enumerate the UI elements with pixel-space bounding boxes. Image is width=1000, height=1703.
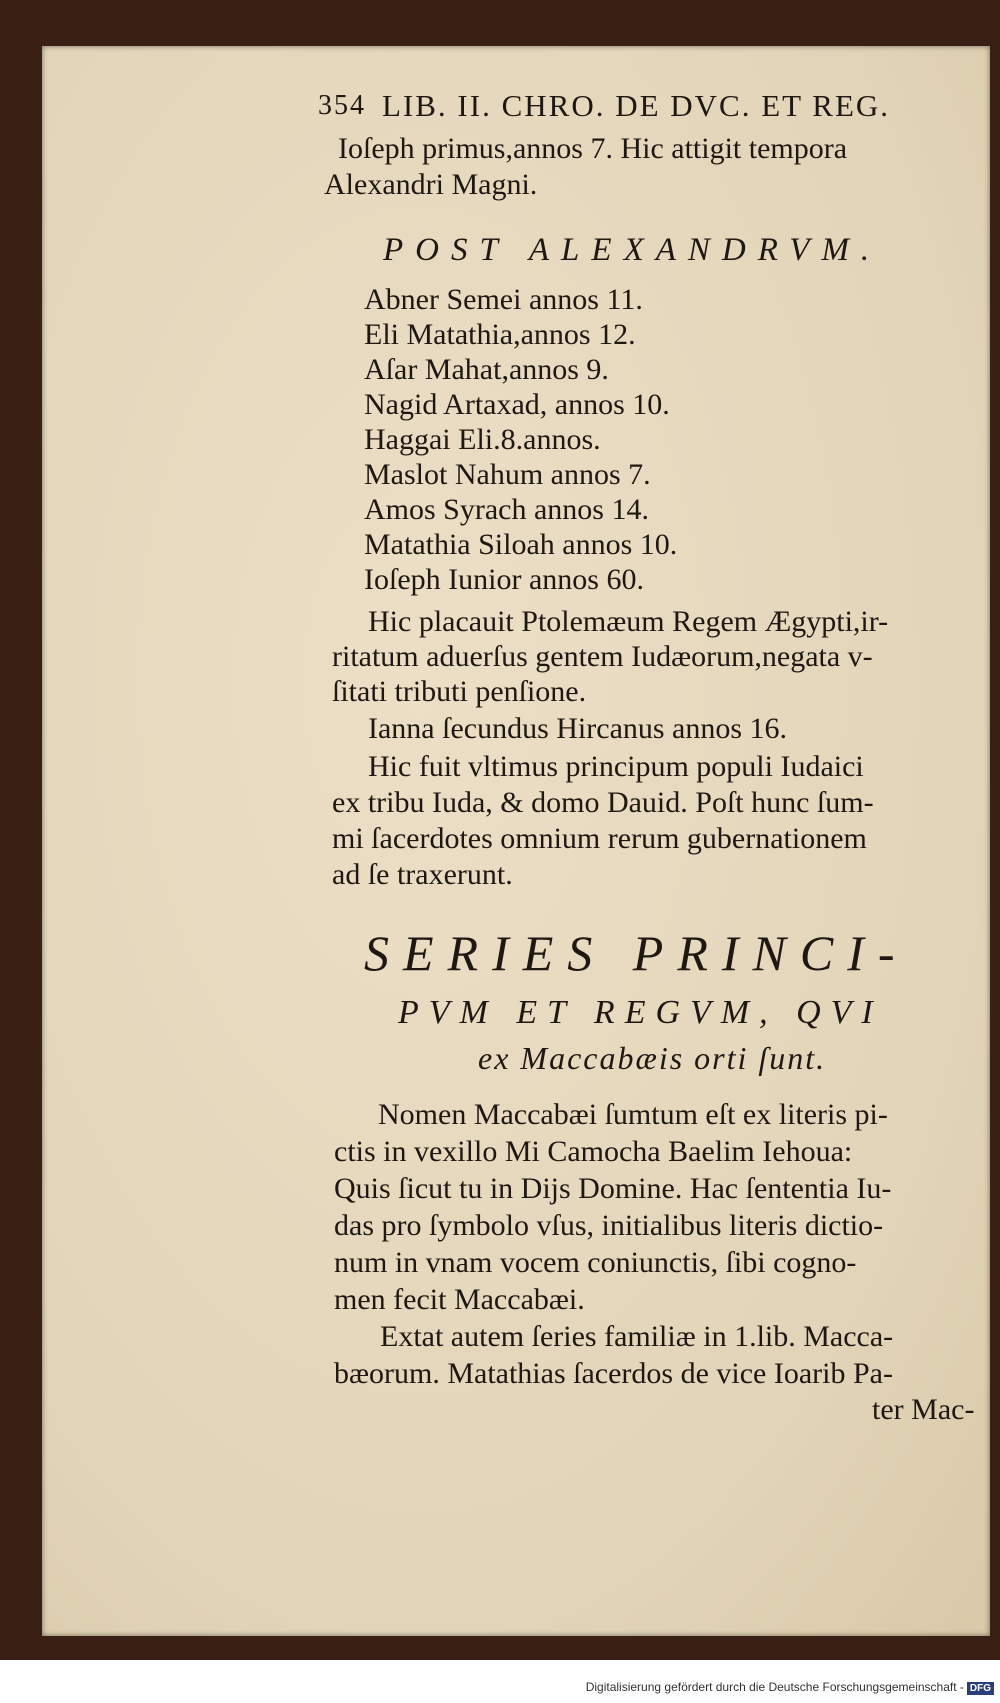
last-para-line-3: mi ſacerdotes omnium rerum gubernationem (332, 822, 867, 855)
last-para-line-2: ex tribu Iuda, & domo Dauid. Poſt hunc ſum- (332, 786, 874, 819)
extat-line-1: Extat autem ſeries familiæ in 1.lib. Macca- (380, 1320, 894, 1353)
ptolemy-line-1: Hic placauit Ptolemæum Regem Ægypti,ir- (368, 605, 889, 638)
ptolemy-line-3: ſitati tributi penſione. (332, 675, 587, 708)
digitization-credit (586, 1680, 994, 1695)
ruler-line-4: Nagid Artaxad, annos 10. (364, 388, 670, 421)
ruler-line-7: Amos Syrach annos 14. (364, 493, 649, 526)
ruler-line-6: Maslot Nahum annos 7. (364, 458, 651, 491)
series-heading-line-2: PVM ET REGVM, QVI (398, 994, 883, 1031)
ianna-line: Ianna ſecundus Hircanus annos 16. (368, 712, 788, 745)
ruler-line-8: Matathia Siloah annos 10. (364, 528, 678, 561)
last-para-line-1: Hic fuit vltimus principum populi Iudaici (368, 750, 864, 783)
credit-text: Digitalisierung gefördert durch die Deutsche Forschungsgemeinschaft - (585, 1680, 964, 1694)
nomen-line-3: Quis ſicut tu in Dijs Domine. Hac ſententia Iu- (334, 1172, 892, 1205)
series-heading-line-3: ex Maccabæis orti ſunt. (478, 1040, 827, 1076)
series-heading-line-1: SERIES PRINCI- (364, 925, 909, 981)
ruler-line-2: Eli Matathia,annos 12. (364, 318, 636, 351)
ruler-line-9: Ioſeph Iunior annos 60. (364, 563, 644, 596)
nomen-line-1: Nomen Maccabæi ſumtum eſt ex literis pi- (378, 1098, 888, 1131)
last-para-line-4: ad ſe traxerunt. (332, 858, 513, 891)
catchword: ter Mac- (872, 1393, 975, 1426)
page-number: 354 (318, 90, 366, 121)
running-head-title: LIB. II. CHRO. DE DVC. ET REG. (382, 88, 891, 123)
ruler-line-1: Abner Semei annos 11. (364, 283, 643, 316)
extat-line-2: bæorum. Matathias ſacerdos de vice Ioarib Pa- (334, 1357, 893, 1390)
section-heading: POST ALEXANDRVM. (383, 232, 882, 268)
ruler-line-3: Aſar Mahat,annos 9. (364, 353, 609, 386)
nomen-line-2: ctis in vexillo Mi Camocha Baelim Iehoua: (334, 1135, 853, 1168)
ruler-line-5: Haggai Eli.8.annos. (364, 423, 601, 456)
intro-line-2: Alexandri Magni. (324, 168, 538, 201)
nomen-line-5: num in vnam vocem coniunctis, ſibi cogno- (334, 1246, 857, 1279)
dfg-logo: DFG (967, 1682, 994, 1695)
ptolemy-line-2: ritatum aduerſus gentem Iudæorum,negata v- (332, 640, 873, 673)
nomen-line-4: das pro ſymbolo vſus, initialibus literis dictio- (334, 1209, 884, 1242)
intro-line-1: Ioſeph primus,annos 7. Hic attigit tempora (338, 132, 848, 165)
nomen-line-6: men fecit Maccabæi. (334, 1283, 585, 1316)
